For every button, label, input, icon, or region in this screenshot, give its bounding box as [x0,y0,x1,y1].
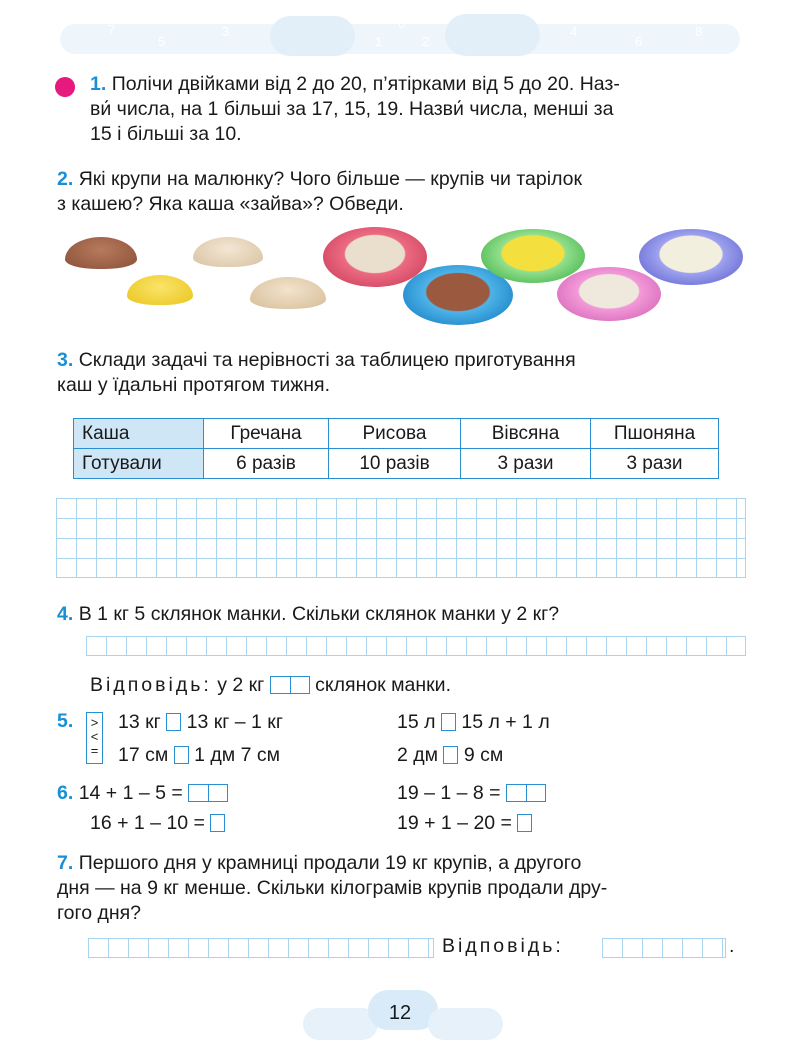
solution-grid[interactable] [88,938,434,958]
task-7-line2: дня — на 9 кг менше. Скільки кілограмів крупів продали дру- [57,877,608,899]
page-number: 12 [388,1002,412,1024]
expression-row: 16 + 1 – 10 = [90,811,390,836]
task-3-line2: каш у їдальні протягом тижня. [57,374,331,396]
answer-grid[interactable] [86,636,746,656]
answer-box[interactable] [270,676,310,694]
task-number: 6. [57,782,74,804]
task-number: 2. [57,168,74,190]
task-1-line3: 15 і більші за 10. [90,123,242,145]
compare-row: 13 кг 13 кг – 1 кг [118,711,283,733]
task-7: 7. Першого дня у крамниці продали 19 кг крупів, а другого [57,852,582,874]
table-row: Готували 6 разів 10 разів 3 рази 3 рази [74,449,719,479]
task-number: 7. [57,852,74,874]
task-3: 3. Склади задачі та нерівності за таблицею приготування [57,349,576,371]
answer-box[interactable] [517,814,532,832]
expression-row: 6. 14 + 1 – 5 = [57,781,377,806]
expression-row: 19 + 1 – 20 = [397,811,697,836]
sign-box[interactable] [441,713,456,731]
sign-box[interactable] [174,746,189,764]
buckwheat-pile [65,237,137,269]
answer-label: Відповідь: [442,935,564,957]
bowl-violet [639,229,743,285]
sign-box[interactable] [443,746,458,764]
header-decoration: 7 5 3 1 0 2 4 6 8 [50,10,750,62]
task-number: 1. [90,73,107,95]
task-2: 2. Які крупи на малюнку? Чого більше — крупів чи тарілок [57,168,583,190]
task-number: 4. [57,603,74,625]
comparison-signs: > < = [86,712,103,764]
bowl-green [481,229,585,283]
task-4-answer: Відповідь: у 2 кг склянок манки. [90,674,451,696]
task-2-line2: з кашею? Яка каша «зайва»? Обведи. [57,193,404,215]
answer-grid[interactable] [602,938,726,958]
sign-box[interactable] [166,713,181,731]
task-1: 1. Полічи двійками від 2 до 20, п’ятірками від 5 до 20. Наз- [90,73,620,95]
task-number: 3. [57,349,74,371]
rice-pile [193,237,263,267]
table-row: Каша Гречана Рисова Вівсяна Пшоняна [74,419,719,449]
task-bullet-icon [55,77,75,97]
compare-row: 17 см 1 дм 7 см [118,744,280,766]
task-number: 5. [57,710,74,732]
task-4: 4. В 1 кг 5 склянок манки. Скільки склянок манки у 2 кг? [57,603,560,625]
porridge-table [73,418,719,479]
millet-pile [127,275,193,305]
answer-box[interactable] [210,814,225,832]
answer-box[interactable] [506,784,546,802]
answer-box[interactable] [188,784,228,802]
compare-row: 2 дм 9 см [397,744,504,766]
task-1-line2: ви́ числа, на 1 більші за 17, 15, 19. Назви́ числа, менші за [90,98,614,120]
oat-pile [250,277,326,309]
compare-row: 15 л 15 л + 1 л [397,711,550,733]
writing-grid[interactable] [56,498,746,578]
grains-and-bowls-image [55,225,745,330]
expression-row: 19 – 1 – 8 = [397,781,697,806]
bowl-pink-small [557,267,661,321]
task-7-line3: гого дня? [57,902,142,924]
